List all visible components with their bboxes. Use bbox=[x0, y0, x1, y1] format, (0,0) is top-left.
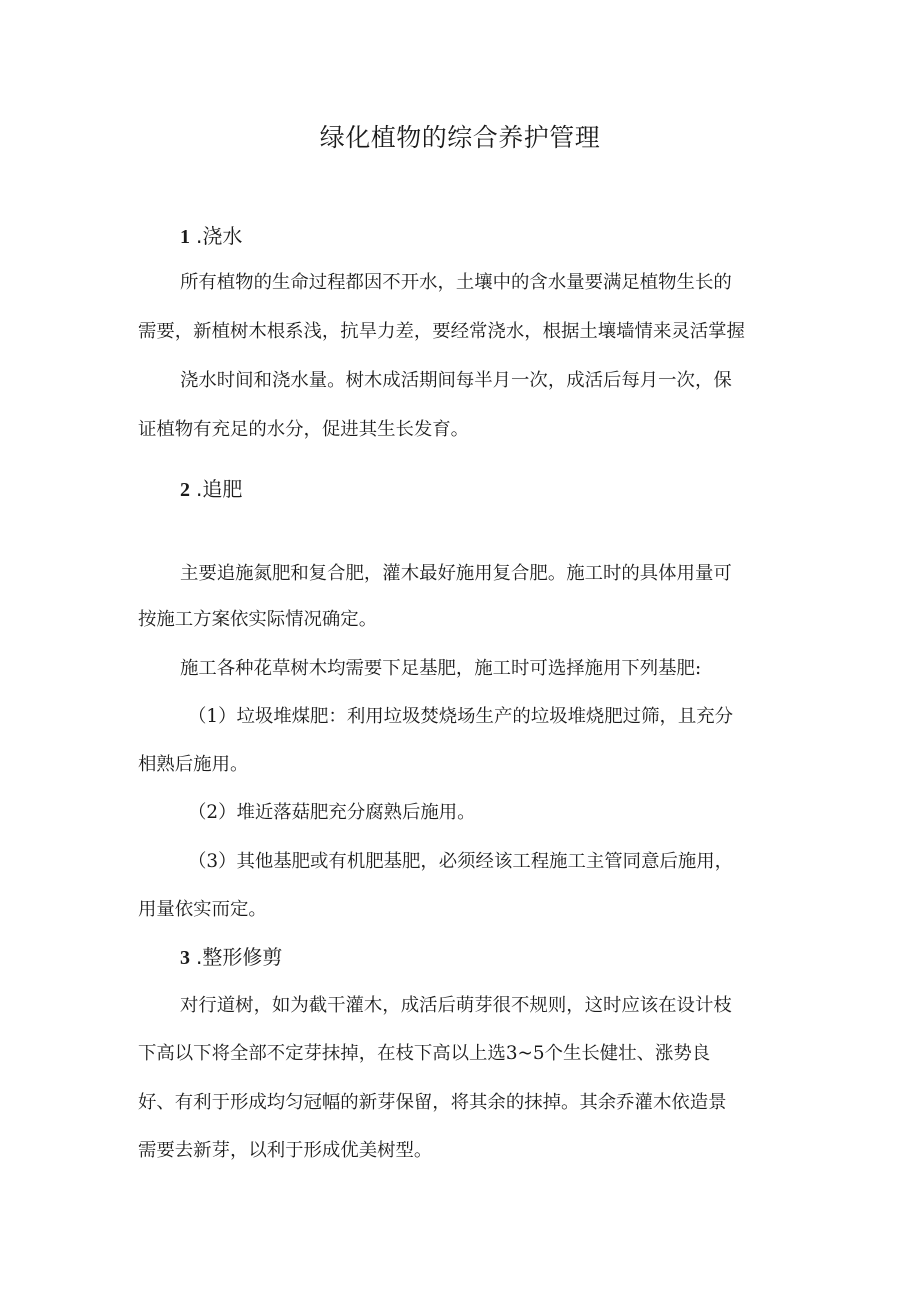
section-title: .追肥 bbox=[196, 477, 243, 501]
paragraph-line: 需要，新植树木根系浅，抗旱力差，要经常浇水，根据土壤墙情来灵活掌握 bbox=[138, 321, 745, 342]
paragraph-line: 好、有利于形成均匀冠幅的新芽保留，将其余的抹掉。其余乔灌木依造景 bbox=[138, 1092, 727, 1113]
paragraph-line: 施工各种花草树木均需要下足基肥，施工时可选择施用下列基肥: bbox=[180, 658, 702, 679]
paragraph-line: 用量依实而定。 bbox=[138, 899, 267, 920]
section-title: .整形修剪 bbox=[196, 945, 283, 969]
paragraph-line: 浇水时间和浇水量。树木成活期间每半月一次，成活后每月一次，保 bbox=[180, 370, 732, 391]
list-item: （2）堆近落菇肥充分腐熟后施用。 bbox=[188, 802, 476, 823]
paragraph-line: 主要追施氮肥和复合肥，灌木最好施用复合肥。施工时的具体用量可 bbox=[180, 563, 732, 584]
section-title: .浇水 bbox=[196, 224, 243, 248]
paragraph-line: 下高以下将全部不定芽抹掉，在枝下高以上选3~5个生长健壮、涨势良 bbox=[138, 1043, 711, 1064]
section-heading-fertilizing bbox=[180, 475, 242, 504]
section-number: 1 bbox=[180, 226, 190, 248]
list-item: （1）垃圾堆煤肥：利用垃圾焚烧场生产的垃圾堆烧肥过筛，且充分 bbox=[188, 706, 734, 727]
paragraph-line: 需要去新芽，以利于形成优美树型。 bbox=[138, 1140, 433, 1161]
section-number: 3 bbox=[180, 947, 190, 969]
paragraph-line: 按施工方案依实际情况确定。 bbox=[138, 609, 378, 630]
section-heading-watering bbox=[180, 222, 242, 251]
document-title: 绿化植物的综合养护管理 bbox=[319, 123, 601, 152]
list-item: （3）其他基肥或有机肥基肥，必须经该工程施工主管同意后施用， bbox=[188, 851, 734, 872]
paragraph-line: 证植物有充足的水分，促进其生长发育。 bbox=[138, 419, 470, 440]
section-heading-pruning bbox=[180, 943, 282, 972]
paragraph-line: 相熟后施用。 bbox=[138, 754, 249, 775]
paragraph-line: 对行道树，如为截干灌木，成活后萌芽很不规则，这时应该在设计枝 bbox=[180, 995, 732, 1016]
section-number: 2 bbox=[180, 479, 190, 501]
paragraph-line: 所有植物的生命过程都因不开水，土壤中的含水量要满足植物生长的 bbox=[180, 272, 732, 293]
